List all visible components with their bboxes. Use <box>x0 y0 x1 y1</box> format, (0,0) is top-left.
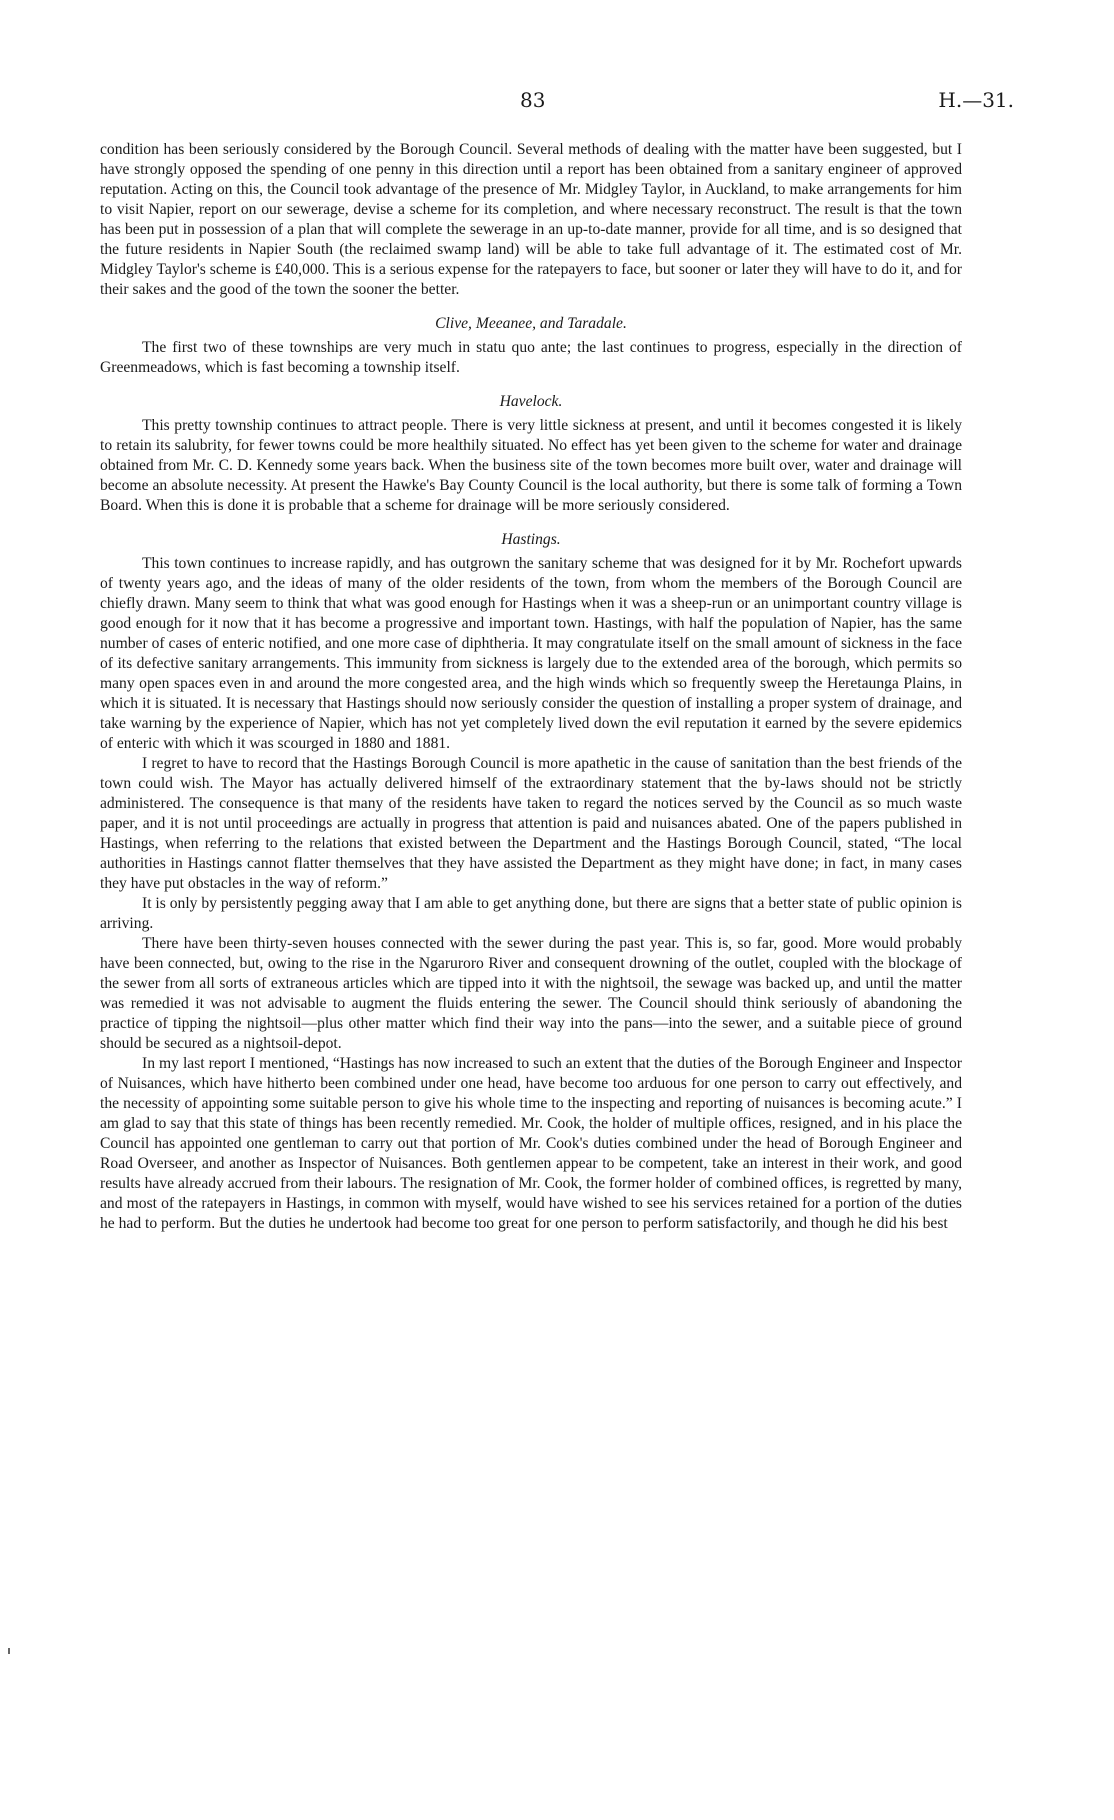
document-reference: H.—31. <box>938 88 1014 112</box>
paragraph: There have been thirty-seven houses connected with the sewer during the past year. This is, so far, good. More would probably have been connected, but, owing to the rise in the Ngaruroro River and consequent drowning of the outlet, coupled with the blockage of the sewer from all sorts of extraneous articles which are tipped into it with the nightsoil, the sewage was backed up, and until the matter was remedied it was not advisable to augment the fluids entering the sewer. The Council should think seriously of abandoning the practice of tipping the nightsoil—plus other matter which find their way into the pans—into the sewer, and a suitable piece of ground should be secured as a nightsoil-depot. <box>100 935 962 1052</box>
paragraph: In my last report I mentioned, “Hastings has now increased to such an extent that the duties of the Borough Engineer and Inspector of Nuisances, which have hitherto been combined under one head, have become too arduous for one person to carry out effectively, and the necessity of appointing some suitable person to give his whole time to the inspecting and reporting of nuisances is becoming acute.” I am glad to say that this state of things has been recently remedied. Mr. Cook, the holder of multiple offices, resigned, and in his place the Council has appointed one gentleman to carry out that portion of Mr. Cook's duties combined under the head of Borough Engineer and Road Overseer, and another as Inspector of Nuisances. Both gentlemen appear to be competent, take an interest in their work, and good results have already accrued from their labours. The resignation of Mr. Cook, the former holder of combined offices, is regretted by many, and most of the ratepayers in Hastings, in common with myself, would have wished to see his services retained for a portion of the duties he had to perform. But the duties he undertook had become too great for one person to perform satisfactorily, and though he did his best <box>100 1055 962 1232</box>
page-number: 83 <box>520 88 546 112</box>
paragraph: I regret to have to record that the Hastings Borough Council is more apathetic in the cause of sanitation than the best friends of the town could wish. The Mayor has actually delivered himself of the extraordinary statement that the by-laws should not be strictly administered. The consequence is that many of the residents have taken to regard the notices served by the Council as so much waste paper, and it is not until proceedings are actually in progress that attention is paid and nuisances abated. One of the papers published in Hastings, when referring to the relations that existed between the Department and the Hastings Borough Council, stated, “The local authorities in Hastings cannot flatter themselves that they have assisted the Department as they might have done; in fact, in many cases they have put obstacles in the way of reform.” <box>100 755 962 892</box>
paragraph: The first two of these townships are very much in statu quo ante; the last continues to progress, especially in the direction of Greenmeadows, which is fast becoming a township itself. <box>100 339 962 376</box>
paragraph: This pretty township continues to attract people. There is very little sickness at present, and until it becomes congested it is likely to retain its salubrity, for fewer towns could be more healthily situated. No effect has yet been given to the scheme for water and drainage obtained from Mr. C. D. Kennedy some years back. When the business site of the town becomes more built over, water and drainage will become an absolute necessity. At present the Hawke's Bay County Council is the local authority, but there is some talk of forming a Town Board. When this is done it is probable that a scheme for drainage will be more seriously considered. <box>100 417 962 514</box>
paragraph: It is only by persistently pegging away that I am able to get anything done, but there are signs that a better state of public opinion is arriving. <box>100 895 962 932</box>
margin-mark <box>8 1648 10 1654</box>
body-text <box>100 140 962 1234</box>
page-header <box>100 88 1014 118</box>
section-heading-havelock: Havelock. <box>499 393 563 410</box>
section-heading-clive: Clive, Meeanee, and Taradale. <box>435 315 627 332</box>
paragraph: This town continues to increase rapidly, and has outgrown the sanitary scheme that was designed for it by Mr. Rochefort upwards of twenty years ago, and the ideas of many of the older residents of the town, from whom the members of the Borough Council are chiefly drawn. Many seem to think that what was good enough for Hastings when it was a sheep-run or an unimportant country village is good enough for it now that it has become a progressive and important town. Hastings, with half the population of Napier, has the same number of cases of enteric notified, and one more case of diphtheria. It may congratulate itself on the small amount of sickness in the face of its defective sanitary arrangements. This immunity from sickness is largely due to the extended area of the borough, which permits so many open spaces even in and around the more congested area, and the high winds which so frequently sweep the Heretaunga Plains, in which it is situated. It is necessary that Hastings should now seriously consider the question of installing a proper system of drainage, and take warning by the experience of Napier, which has not yet completely lived down the evil reputation it earned by the severe epidemics of enteric with which it was scourged in 1880 and 1881. <box>100 555 962 752</box>
section-heading-hastings: Hastings. <box>501 531 561 548</box>
paragraph: condition has been seriously considered by the Borough Council. Several methods of dealing with the matter have been suggested, but I have strongly opposed the spending of one penny in this direction until a report has been obtained from a sanitary engineer of approved reputation. Acting on this, the Council took advantage of the presence of Mr. Midgley Taylor, in Auckland, to make arrangements for him to visit Napier, report on our sewerage, devise a scheme for its completion, and where necessary reconstruct. The result is that the town has been put in possession of a plan that will complete the sewerage in an up-to-date manner, provide for all time, and is so designed that the future residents in Napier South (the reclaimed swamp land) will be able to take full advantage of it. The estimated cost of Mr. Midgley Taylor's scheme is £40,000. This is a serious expense for the ratepayers to face, but sooner or later they will have to do it, and for their sakes and the good of the town the sooner the better. <box>100 141 962 298</box>
